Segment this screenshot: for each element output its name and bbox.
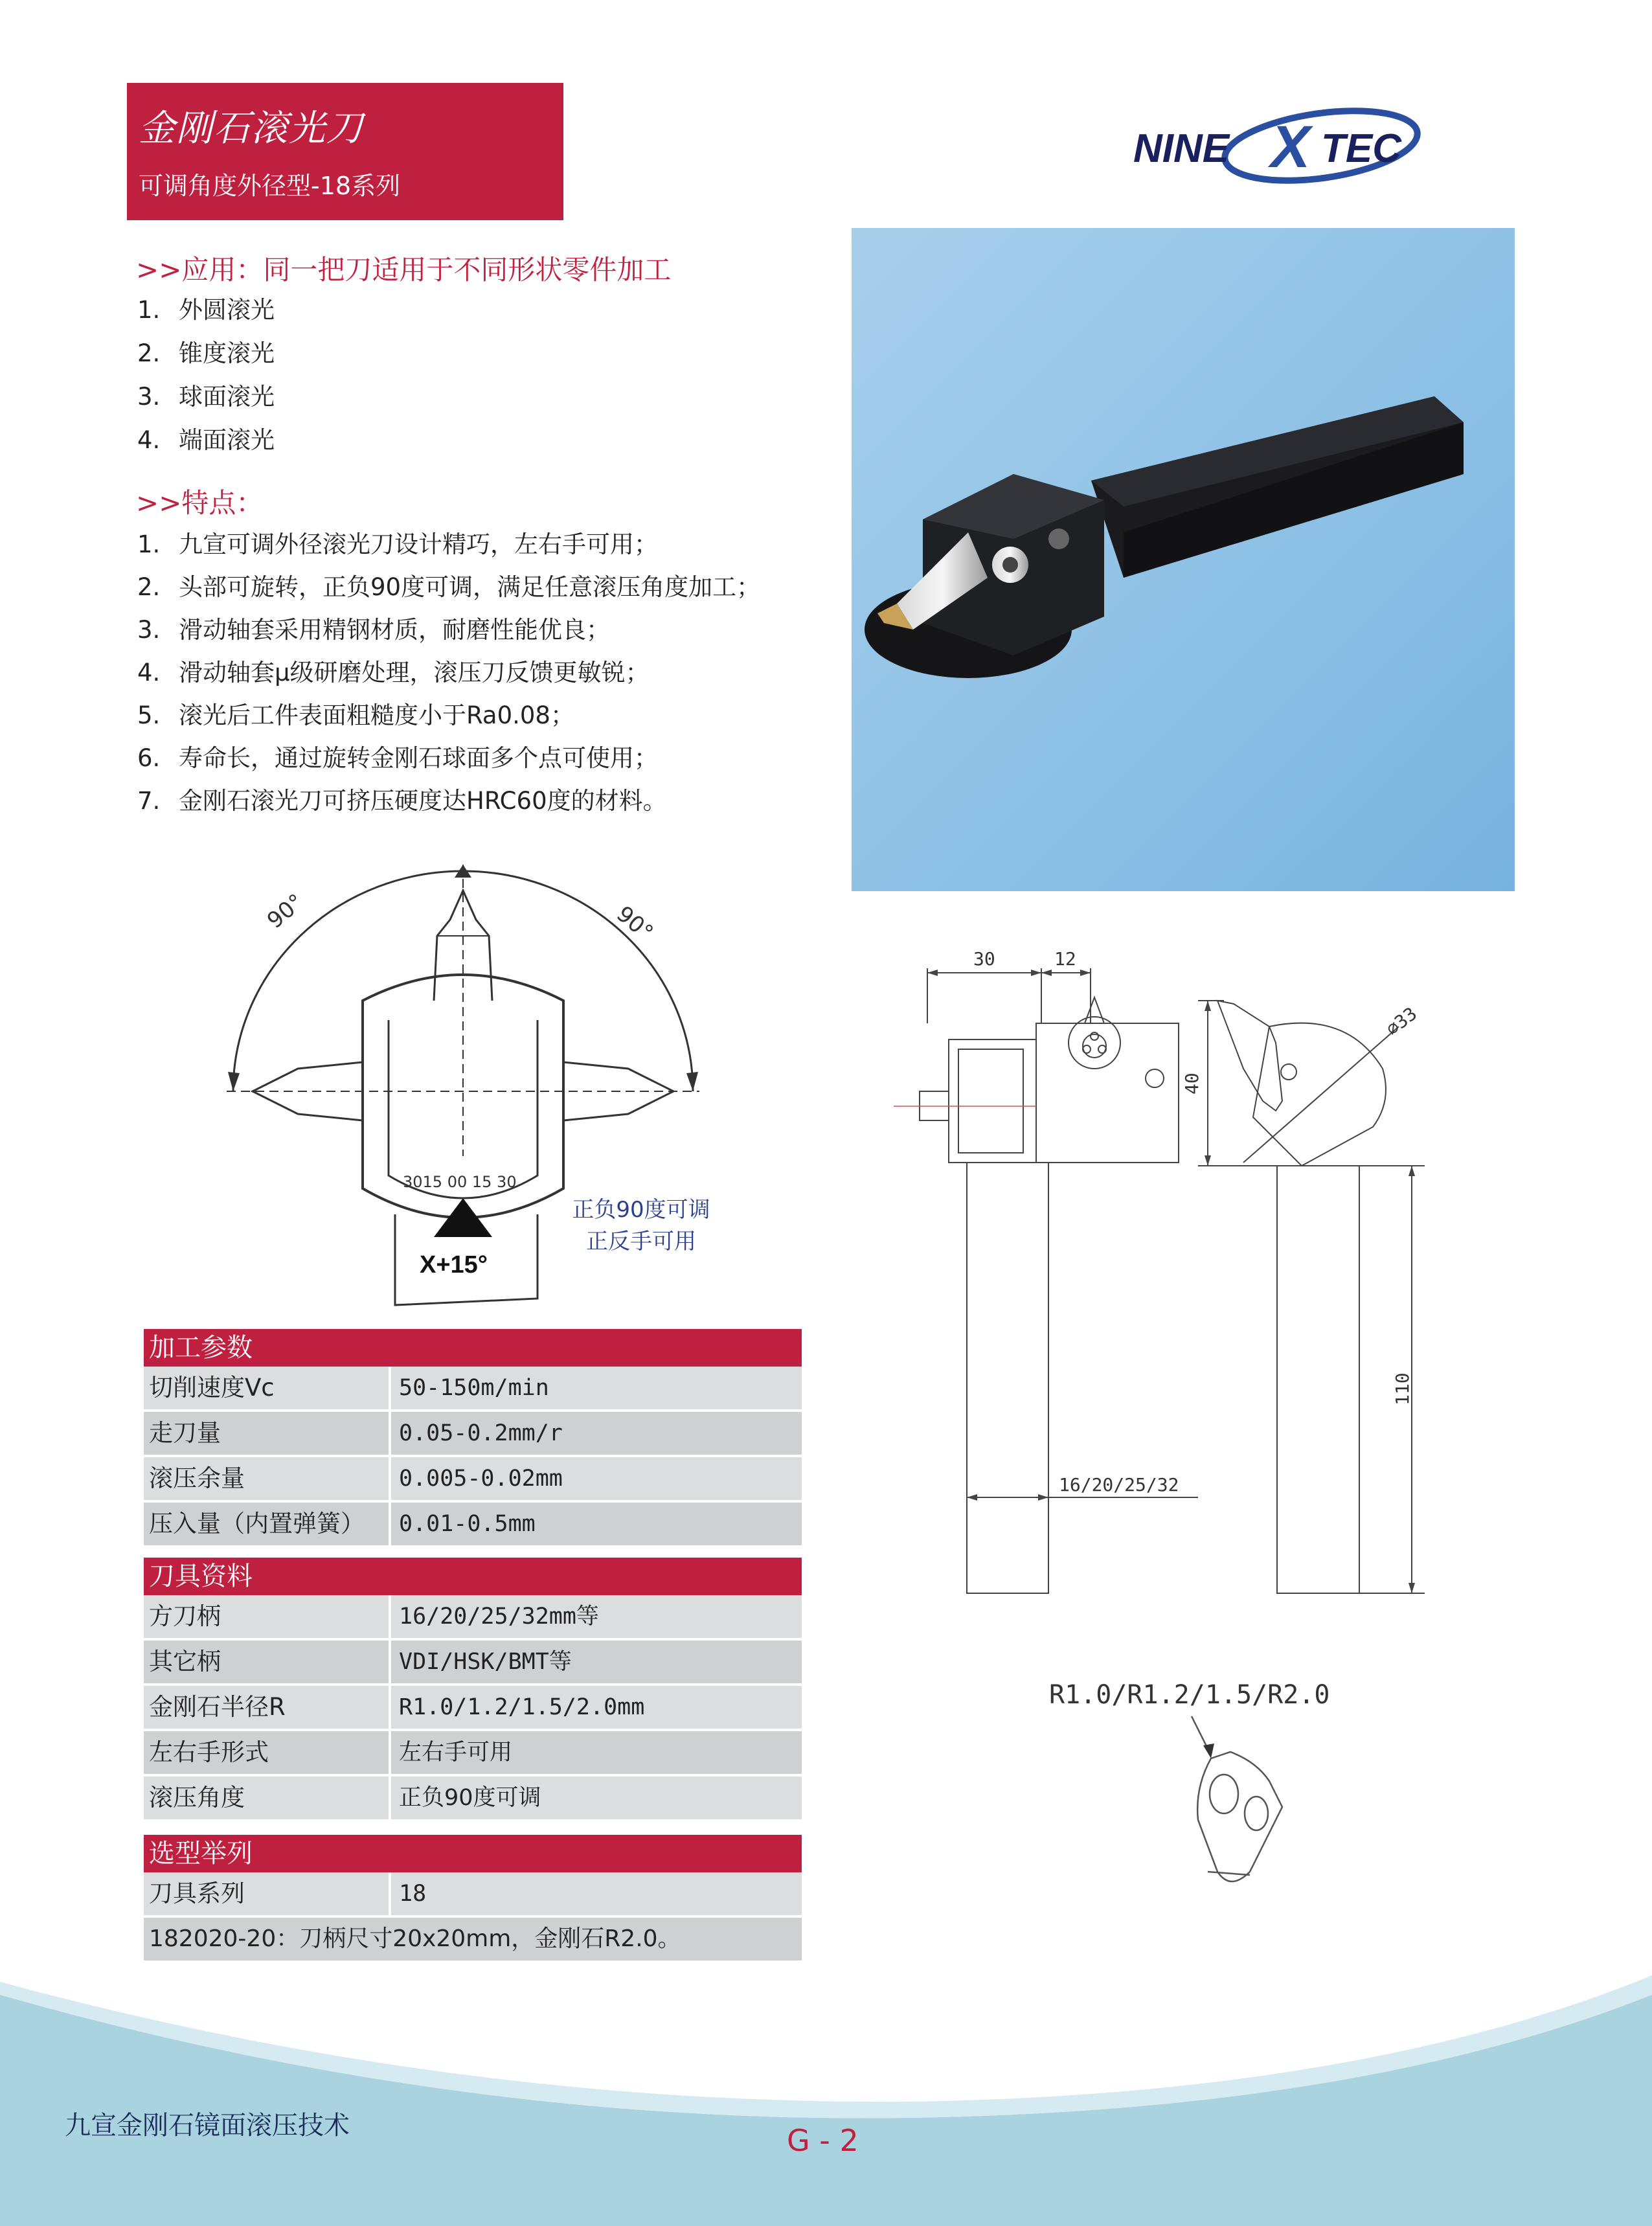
list-item: 7. 金刚石滚光刀可挤压硬度达HRC60度的材料。 xyxy=(137,787,667,815)
list-item: 1. 九宣可调外径滚光刀设计精巧，左右手可用； xyxy=(137,530,658,558)
list-item: 2. 头部可旋转，正负90度可调，满足任意滚压角度加工； xyxy=(137,573,761,601)
title-block xyxy=(127,83,563,220)
application-list xyxy=(137,290,275,464)
dim-12: 12 xyxy=(1054,948,1076,970)
list-item: 5. 滚光后工件表面粗糙度小于Ra0.08； xyxy=(137,701,574,729)
table-row: 其它柄 VDI/HSK/BMT等 xyxy=(144,1641,802,1686)
table-title: 刀具资料 xyxy=(144,1558,802,1595)
list-item: 2. 锥度滚光 xyxy=(137,339,275,367)
marker-label: X+15° xyxy=(420,1251,488,1278)
table-row: 切削速度Vc 50-150m/min xyxy=(144,1367,802,1412)
table-row: 压入量（内置弹簧） 0.01-0.5mm xyxy=(144,1503,802,1548)
right-angle-label: 90° xyxy=(611,901,659,946)
features-list xyxy=(137,525,760,824)
product-photo xyxy=(852,228,1515,891)
selection-table xyxy=(144,1835,802,1963)
angle-caption xyxy=(544,1192,738,1255)
list-item: 1. 外圆滚光 xyxy=(137,296,275,324)
technical-drawing xyxy=(881,939,1438,1652)
table-title: 加工参数 xyxy=(144,1329,802,1367)
table-row: 金刚石半径R R1.0/1.2/1.5/2.0mm xyxy=(144,1686,802,1731)
dim-shank: 16/20/25/32 xyxy=(1059,1474,1179,1495)
ninextec-logo xyxy=(1127,97,1470,194)
list-item: 4. 端面滚光 xyxy=(137,426,275,454)
page-subtitle: 可调角度外径型-18系列 xyxy=(139,172,401,200)
dim-30: 30 xyxy=(973,948,995,970)
right-angle-arc xyxy=(463,871,693,1091)
logo-text-right: TEC xyxy=(1321,126,1401,171)
list-item: 3. 滑动轴套采用精钢材质，耐磨性能优良； xyxy=(137,616,610,644)
angle-scale: 3015 00 15 30 xyxy=(403,1173,517,1191)
processing-params-table xyxy=(144,1329,802,1548)
table-row: 走刀量 0.05-0.2mm/r xyxy=(144,1412,802,1457)
list-item: 6. 寿命长，通过旋转金刚石球面多个点可使用； xyxy=(137,744,658,772)
table-row: 滚压角度 正负90度可调 xyxy=(144,1777,802,1822)
features-heading: >>特点： xyxy=(136,487,264,519)
tip-radius-drawing xyxy=(1036,1677,1373,1904)
logo-text-left: NINE xyxy=(1133,126,1230,171)
list-item: 3. 球面滚光 xyxy=(137,383,275,411)
footer-text: 九宣金刚石镜面滚压技术 xyxy=(65,2111,350,2141)
tooling-data-table xyxy=(144,1558,802,1822)
list-item: 4. 滑动轴套μ级研磨处理，滚压刀反馈更敏锐； xyxy=(137,659,650,687)
caption-line: 正负90度可调 xyxy=(572,1197,710,1223)
dim-d33: ⌀33 xyxy=(1381,1003,1421,1040)
page-number: G - 2 xyxy=(787,2123,859,2158)
tip-radius-label: R1.0/R1.2/1.5/R2.0 xyxy=(1049,1680,1330,1710)
table-row: 滚压余量 0.005-0.02mm xyxy=(144,1457,802,1503)
left-angle-label: 90° xyxy=(262,889,309,934)
left-angle-arc xyxy=(233,871,463,1091)
caption-line: 正反手可用 xyxy=(586,1229,696,1255)
application-heading: >>应用：同一把刀适用于不同形状零件加工 xyxy=(136,254,672,286)
dim-40: 40 xyxy=(1181,1073,1203,1095)
table-row: 刀具系列 18 xyxy=(144,1872,802,1918)
table-row: 左右手形式 左右手可用 xyxy=(144,1731,802,1777)
table-title: 选型举列 xyxy=(144,1835,802,1872)
footer-wave xyxy=(0,1956,1652,2226)
table-row: 182020-20：刀柄尺寸20x20mm，金刚石R2.0。 xyxy=(144,1918,802,1963)
page-title: 金刚石滚光刀 xyxy=(139,108,364,150)
logo-text-x: X xyxy=(1271,114,1311,180)
dim-110: 110 xyxy=(1392,1372,1413,1405)
table-row: 方刀柄 16/20/25/32mm等 xyxy=(144,1595,802,1641)
